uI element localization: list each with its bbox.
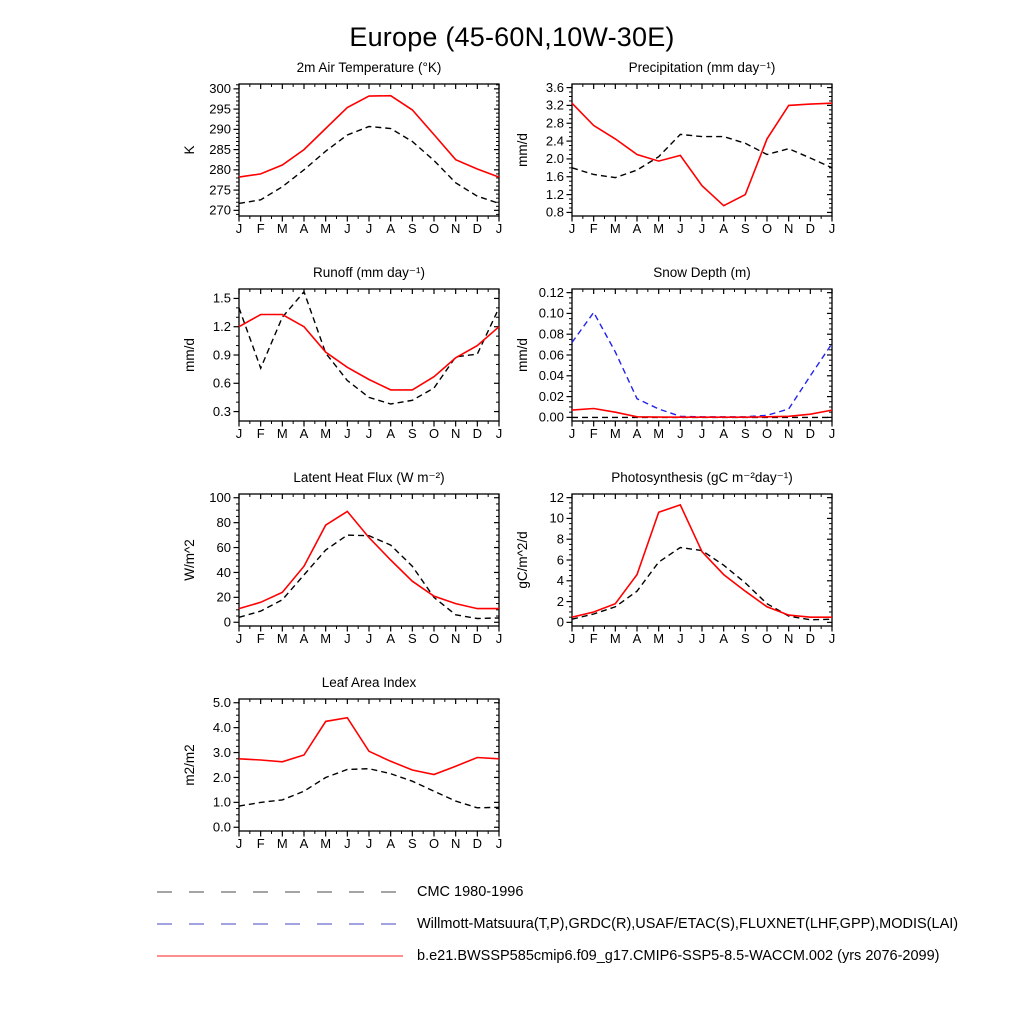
y-tick-label: 0.8: [545, 204, 564, 220]
y-tick-label: 20: [216, 589, 231, 605]
y-tick-label: 0.04: [538, 368, 564, 384]
y-tick-label: 2.4: [545, 133, 564, 149]
x-tick-label: O: [428, 836, 440, 851]
chart-leaf-area-index: [179, 673, 512, 878]
panel-grid: [179, 58, 845, 878]
y-tick-label: 0.0: [212, 819, 231, 835]
x-tick-label: A: [299, 426, 309, 441]
x-tick-label: J: [235, 221, 243, 236]
y-axis-label: mm/d: [515, 338, 530, 372]
x-tick-label: J: [344, 221, 351, 236]
x-tick-label: F: [256, 836, 265, 851]
x-tick-label: A: [632, 631, 642, 646]
y-tick-label: 0: [223, 614, 231, 630]
y-tick-label: 12: [549, 489, 564, 505]
panel-air-temperature: [179, 58, 512, 263]
x-tick-label: J: [828, 631, 836, 646]
x-tick-label: N: [450, 631, 461, 646]
x-tick-label: D: [472, 836, 483, 851]
x-tick-label: D: [805, 221, 816, 236]
panel-precipitation: [512, 58, 845, 263]
y-tick-label: 295: [209, 101, 231, 117]
x-tick-label: J: [365, 836, 373, 851]
x-tick-label: N: [450, 836, 461, 851]
legend-item-cmc: [155, 876, 958, 908]
x-tick-label: A: [632, 221, 642, 236]
x-tick-label: M: [320, 631, 332, 646]
x-tick-label: J: [365, 426, 373, 441]
x-tick-label: N: [783, 221, 794, 236]
y-tick-label: 0.9: [212, 347, 231, 363]
y-tick-label: 2.8: [545, 115, 564, 131]
chart-latent-heat-flux: [179, 468, 512, 673]
x-tick-label: M: [653, 221, 665, 236]
y-tick-label: 0.12: [538, 284, 564, 300]
x-tick-label: A: [386, 836, 396, 851]
y-tick-label: 0.06: [538, 347, 564, 363]
y-tick-label: 60: [216, 539, 231, 555]
y-tick-label: 0.02: [538, 388, 564, 404]
y-tick-label: 0.08: [538, 326, 564, 342]
y-tick-label: 5.0: [212, 695, 231, 711]
x-tick-label: O: [428, 221, 440, 236]
y-tick-label: 275: [209, 182, 231, 198]
y-axis-label: K: [182, 145, 197, 155]
x-tick-label: A: [386, 631, 396, 646]
y-tick-label: 1.2: [212, 319, 231, 335]
x-tick-label: J: [495, 631, 503, 646]
series-cmc: [239, 292, 499, 404]
x-tick-label: J: [568, 426, 576, 441]
y-axis-label: gC/m^2/d: [515, 531, 530, 589]
x-tick-label: S: [407, 836, 417, 851]
chart-photosynthesis: [512, 468, 845, 673]
axis-box: [572, 289, 832, 421]
y-tick-label: 1.6: [545, 169, 564, 185]
x-tick-label: F: [256, 426, 265, 441]
legend: [155, 876, 958, 972]
x-tick-label: J: [568, 631, 576, 646]
y-tick-label: 10: [549, 510, 564, 526]
legend-label: Willmott-Matsuura(T,P),GRDC(R),USAF/ETAC(S),FLUXNET(LHF,GPP),MODIS(LAI): [417, 916, 959, 932]
series-model: [239, 96, 499, 177]
x-tick-label: J: [365, 221, 373, 236]
series-model: [239, 511, 499, 608]
x-tick-label: F: [589, 426, 598, 441]
x-tick-label: N: [450, 221, 461, 236]
series-model: [572, 409, 832, 418]
x-tick-label: O: [428, 631, 440, 646]
x-tick-label: O: [428, 426, 440, 441]
y-tick-label: 285: [209, 141, 231, 157]
y-tick-label: 100: [209, 490, 231, 506]
x-tick-label: N: [783, 631, 794, 646]
x-tick-label: M: [276, 836, 288, 851]
x-tick-label: A: [299, 836, 309, 851]
x-tick-label: J: [698, 631, 706, 646]
y-tick-label: 0.10: [538, 305, 564, 321]
x-tick-label: J: [828, 426, 836, 441]
x-tick-label: F: [256, 631, 265, 646]
x-tick-label: J: [344, 836, 351, 851]
x-tick-label: A: [719, 631, 729, 646]
y-tick-label: 2: [556, 593, 564, 609]
y-tick-label: 40: [216, 564, 231, 580]
y-tick-label: 3.6: [545, 79, 564, 95]
legend-label: b.e21.BWSSP585cmip6.f09_g17.CMIP6-SSP5-8.5-WACCM.002 (yrs 2076-2099): [417, 948, 940, 964]
x-tick-label: S: [407, 426, 417, 441]
x-tick-label: J: [698, 426, 706, 441]
legend-line-obs: [155, 919, 405, 929]
panel-runoff: [179, 263, 512, 468]
x-tick-label: D: [805, 426, 816, 441]
x-tick-label: J: [677, 221, 684, 236]
series-model: [572, 103, 832, 206]
x-tick-label: D: [805, 631, 816, 646]
y-axis-label: mm/d: [182, 338, 197, 372]
x-tick-label: M: [653, 426, 665, 441]
y-tick-label: 270: [209, 202, 231, 218]
y-tick-label: 300: [209, 81, 231, 97]
series-model: [572, 505, 832, 617]
x-tick-label: A: [632, 426, 642, 441]
x-tick-label: J: [828, 221, 836, 236]
legend-label: CMC 1980-1996: [417, 884, 524, 900]
x-tick-label: J: [344, 631, 351, 646]
chart-snow-depth: [512, 263, 845, 468]
x-tick-label: O: [761, 631, 773, 646]
x-tick-label: D: [472, 426, 483, 441]
x-tick-label: J: [235, 631, 243, 646]
y-tick-label: 0.3: [212, 403, 231, 419]
y-tick-label: 3.0: [212, 744, 231, 760]
y-axis-label: m2/m2: [182, 744, 197, 786]
x-tick-label: F: [256, 221, 265, 236]
y-tick-label: 0: [556, 614, 564, 630]
x-tick-label: A: [299, 631, 309, 646]
x-tick-label: D: [472, 631, 483, 646]
x-tick-label: S: [740, 221, 750, 236]
x-tick-label: A: [299, 221, 309, 236]
x-tick-label: A: [386, 221, 396, 236]
chart-runoff: [179, 263, 512, 468]
x-tick-label: J: [698, 221, 706, 236]
x-tick-label: A: [386, 426, 396, 441]
y-tick-label: 6: [556, 552, 564, 568]
legend-item-obs: [155, 908, 958, 940]
chart-title: Latent Heat Flux (W m⁻²): [293, 470, 445, 485]
x-tick-label: A: [719, 221, 729, 236]
x-tick-label: N: [450, 426, 461, 441]
x-tick-label: J: [677, 426, 684, 441]
series-model: [239, 718, 499, 775]
y-tick-label: 290: [209, 121, 231, 137]
x-tick-label: N: [783, 426, 794, 441]
series-model: [239, 315, 499, 390]
x-tick-label: M: [320, 426, 332, 441]
x-tick-label: S: [407, 631, 417, 646]
legend-line-model: [155, 951, 405, 961]
x-tick-label: A: [719, 426, 729, 441]
x-tick-label: M: [653, 631, 665, 646]
y-tick-label: 1.0: [212, 794, 231, 810]
y-tick-label: 4: [556, 573, 564, 589]
y-tick-label: 2.0: [545, 151, 564, 167]
x-tick-label: J: [365, 631, 373, 646]
x-tick-label: M: [320, 836, 332, 851]
x-tick-label: D: [472, 221, 483, 236]
x-tick-label: M: [609, 221, 621, 236]
y-tick-label: 0.6: [212, 375, 231, 391]
x-tick-label: J: [677, 631, 684, 646]
x-tick-label: M: [609, 426, 621, 441]
x-tick-label: J: [235, 836, 243, 851]
series-cmc: [239, 535, 499, 618]
panel-photosynthesis: [512, 468, 845, 673]
legend-line-cmc: [155, 887, 405, 897]
panel-latent-heat-flux: [179, 468, 512, 673]
y-axis-label: mm/d: [515, 133, 530, 167]
x-tick-label: S: [740, 631, 750, 646]
x-tick-label: J: [495, 426, 503, 441]
chart-title: Leaf Area Index: [321, 675, 417, 690]
axis-box: [239, 494, 499, 626]
x-tick-label: M: [276, 426, 288, 441]
panel-snow-depth: [512, 263, 845, 468]
y-tick-label: 3.2: [545, 97, 564, 113]
chart-title: Precipitation (mm day⁻¹): [628, 60, 776, 75]
y-tick-label: 280: [209, 162, 231, 178]
x-tick-label: J: [495, 221, 503, 236]
x-tick-label: J: [344, 426, 351, 441]
chart-precipitation: [512, 58, 845, 263]
chart-air-temperature: [179, 58, 512, 263]
x-tick-label: M: [276, 631, 288, 646]
panel-leaf-area-index: [179, 673, 512, 878]
y-tick-label: 1.5: [212, 290, 231, 306]
x-tick-label: M: [320, 221, 332, 236]
y-axis-label: W/m^2: [182, 539, 197, 581]
y-tick-label: 4.0: [212, 719, 231, 735]
chart-title: Snow Depth (m): [653, 265, 751, 280]
x-tick-label: O: [761, 221, 773, 236]
y-tick-label: 8: [556, 531, 564, 547]
series-cmc: [239, 127, 499, 204]
y-tick-label: 0.00: [538, 409, 564, 425]
x-tick-label: S: [407, 221, 417, 236]
x-tick-label: J: [495, 836, 503, 851]
x-tick-label: M: [609, 631, 621, 646]
y-tick-label: 1.2: [545, 186, 564, 202]
y-tick-label: 2.0: [212, 769, 231, 785]
y-tick-label: 80: [216, 514, 231, 530]
chart-title: 2m Air Temperature (°K): [296, 60, 442, 75]
series-obs: [572, 312, 832, 416]
x-tick-label: S: [740, 426, 750, 441]
series-cmc: [572, 134, 832, 177]
x-tick-label: F: [589, 221, 598, 236]
x-tick-label: J: [568, 221, 576, 236]
chart-title: Photosynthesis (gC m⁻²day⁻¹): [611, 470, 793, 485]
figure-title: Europe (45-60N,10W-30E): [349, 22, 675, 52]
x-tick-label: M: [276, 221, 288, 236]
series-cmc: [239, 769, 499, 808]
legend-item-model: [155, 940, 958, 972]
chart-title: Runoff (mm day⁻¹): [313, 265, 425, 280]
axis-box: [239, 84, 499, 216]
x-tick-label: F: [589, 631, 598, 646]
x-tick-label: O: [761, 426, 773, 441]
series-cmc: [572, 548, 832, 620]
x-tick-label: J: [235, 426, 243, 441]
